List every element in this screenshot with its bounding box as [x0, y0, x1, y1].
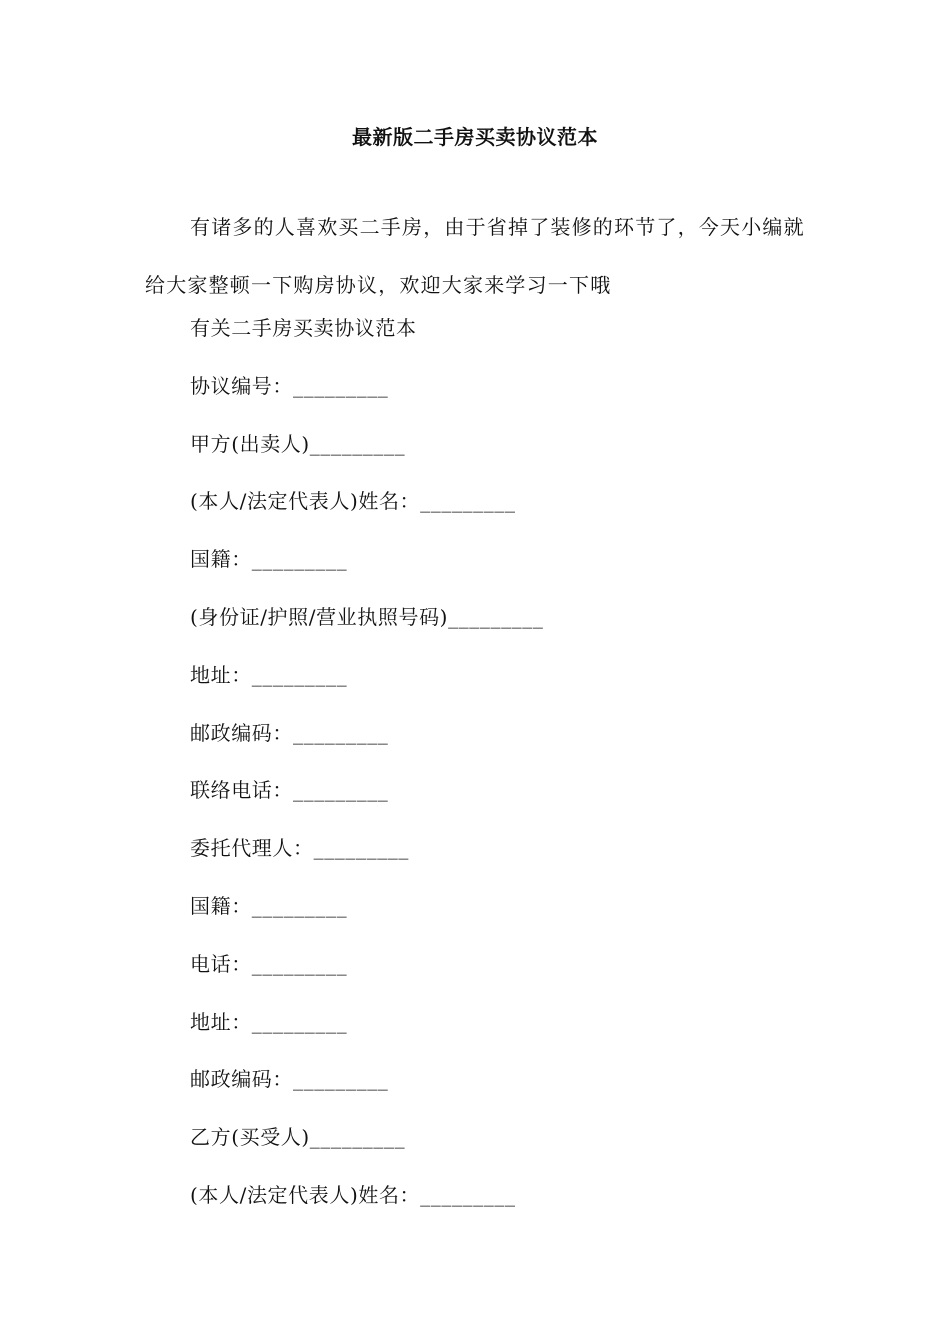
- field-agent-nationality: 国籍：_________: [190, 893, 348, 918]
- field-party-a-name: (本人/法定代表人)姓名：_________: [190, 489, 516, 514]
- field-agent: 委托代理人：_________: [190, 836, 409, 861]
- field-agent-phone: 电话：_________: [190, 951, 348, 976]
- agreement-fields: [190, 312, 543, 1237]
- subtitle: 有关二手房买卖协议范本: [190, 316, 417, 340]
- field-agent-postcode: 邮政编码：_________: [190, 1067, 389, 1092]
- intro-paragraph: 有诸多的人喜欢买二手房，由于省掉了装修的环节了，今天小编就给大家整顿一下购房协议，欢迎大家来学习一下哦: [145, 215, 805, 297]
- field-party-a-nationality: 国籍：_________: [190, 547, 348, 572]
- field-party-b-name: (本人/法定代表人)姓名：_________: [190, 1182, 516, 1207]
- field-party-a-address: 地址：_________: [190, 662, 348, 687]
- document-title: 最新版二手房买卖协议范本: [352, 125, 598, 149]
- field-party-b: 乙方(买受人)_________: [190, 1125, 406, 1150]
- field-party-a-postcode: 邮政编码：_________: [190, 720, 389, 745]
- field-party-a-id-number: (身份证/护照/营业执照号码)_________: [190, 604, 544, 629]
- field-agent-address: 地址：_________: [190, 1009, 348, 1034]
- field-party-a: 甲方(出卖人)_________: [190, 431, 406, 456]
- field-party-a-phone: 联络电话：_________: [190, 778, 389, 803]
- field-agreement-number: 协议编号：_________: [190, 373, 389, 398]
